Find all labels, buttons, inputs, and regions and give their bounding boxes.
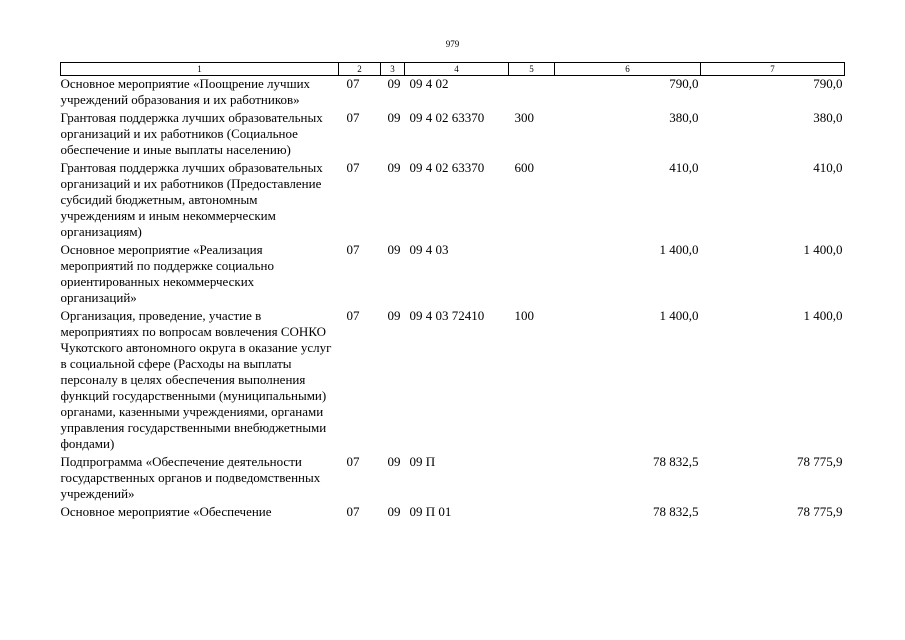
row-name: Грантовая поддержка лучших образовательных организаций и их работников (Социальное обеспечение и иные выплаты населению)	[60, 110, 323, 157]
row-target-article: 09 4 03 72410	[409, 308, 485, 323]
row-amount-2: 410,0	[813, 160, 843, 175]
row-section: 07	[346, 308, 360, 323]
row-subsection: 09	[387, 242, 401, 257]
table-row	[61, 160, 845, 242]
table-row	[61, 76, 845, 111]
column-header-1: 1	[61, 63, 339, 76]
row-section: 07	[346, 76, 360, 91]
row-target-article: 09 4 02 63370	[409, 110, 485, 125]
row-amount-2: 78 775,9	[797, 454, 843, 469]
budget-table	[60, 62, 845, 522]
row-subsection: 09	[387, 76, 401, 91]
row-expense-type	[509, 454, 555, 504]
row-subsection: 09	[387, 160, 401, 175]
row-amount-2: 790,0	[813, 76, 843, 91]
row-amount-1: 380,0	[669, 110, 699, 125]
table-header	[61, 63, 845, 76]
row-amount-2: 380,0	[813, 110, 843, 125]
row-expense-type: 300	[514, 110, 534, 125]
row-name: Основное мероприятие «Реализация мероприятий по поддержке социально ориентированных некоммерческих организаций»	[60, 242, 274, 305]
row-section: 07	[346, 160, 360, 175]
row-section: 07	[346, 110, 360, 125]
column-header-3: 3	[381, 63, 405, 76]
row-expense-type	[509, 76, 555, 111]
column-header-6: 6	[555, 63, 701, 76]
row-name: Основное мероприятие «Обеспечение	[60, 504, 272, 519]
row-target-article: 09 4 03	[409, 242, 449, 257]
row-target-article: 09 4 02	[409, 76, 449, 91]
row-expense-type	[509, 242, 555, 308]
row-subsection: 09	[387, 454, 401, 469]
row-name: Подпрограмма «Обеспечение деятельности государственных органов и подведомственных учреждений»	[60, 454, 321, 501]
row-target-article: 09 П 01	[409, 504, 452, 519]
row-expense-type: 100	[514, 308, 534, 323]
row-amount-2: 1 400,0	[803, 242, 843, 257]
column-header-2: 2	[339, 63, 381, 76]
column-header-5: 5	[509, 63, 555, 76]
row-amount-1: 1 400,0	[659, 242, 699, 257]
row-amount-1: 78 832,5	[653, 504, 699, 519]
row-expense-type: 600	[514, 160, 534, 175]
table-row	[61, 110, 845, 160]
table-row	[61, 504, 845, 522]
row-amount-1: 790,0	[669, 76, 699, 91]
table-row	[61, 242, 845, 308]
row-amount-1: 1 400,0	[659, 308, 699, 323]
row-subsection: 09	[387, 504, 401, 519]
row-section: 07	[346, 504, 360, 519]
header-row	[61, 63, 845, 76]
row-subsection: 09	[387, 110, 401, 125]
row-name: Организация, проведение, участие в мероприятиях по вопросам вовлечения СОНКО Чукотского автономного округа в оказание услуг в социальной сфере (Расходы на выплаты персоналу в целях обеспечения выполнения функций государственными (муниципальными) органами, казенными учреждениями, органами управления государственными внебюджетными фондами)	[60, 308, 332, 451]
column-header-4: 4	[405, 63, 509, 76]
column-header-7: 7	[701, 63, 845, 76]
table-row	[61, 308, 845, 454]
row-subsection: 09	[387, 308, 401, 323]
table-body	[61, 76, 845, 523]
row-amount-1: 410,0	[669, 160, 699, 175]
row-amount-2: 1 400,0	[803, 308, 843, 323]
page-number: 979	[445, 39, 460, 49]
row-amount-2: 78 775,9	[797, 504, 843, 519]
table-row	[61, 454, 845, 504]
row-expense-type	[509, 504, 555, 522]
row-section: 07	[346, 242, 360, 257]
row-target-article: 09 4 02 63370	[409, 160, 485, 175]
row-target-article: 09 П	[409, 454, 436, 469]
row-name: Основное мероприятие «Поощрение лучших учреждений образования и их работников»	[60, 76, 311, 107]
row-amount-1: 78 832,5	[653, 454, 699, 469]
row-section: 07	[346, 454, 360, 469]
row-name: Грантовая поддержка лучших образовательных организаций и их работников (Предоставление субсидий бюджетным, автономным учреждениям и иным некоммерческим организациям)	[60, 160, 323, 239]
